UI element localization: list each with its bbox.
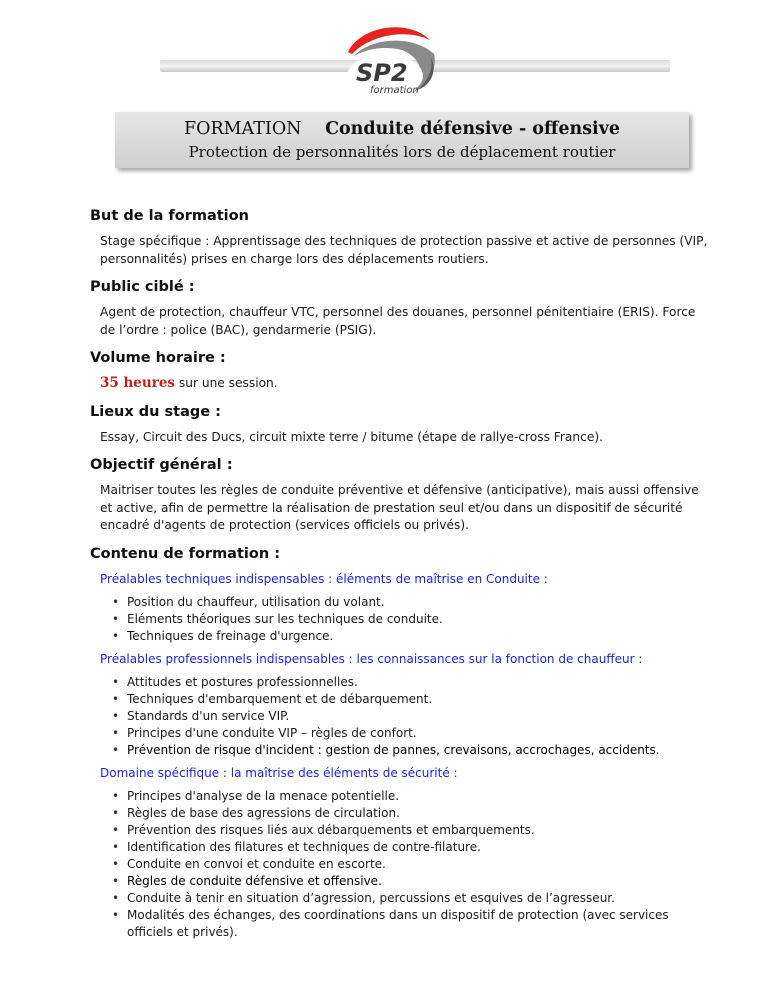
title-box [115,112,689,168]
list-item: • Position du chauffeur, utilisation du volant. [112,594,710,611]
section-text [100,375,710,393]
list-item: • Eléments théoriques sur les techniques de conduite. [112,611,710,628]
bullet-list [112,594,710,645]
list-item: • Techniques de freinage d'urgence. [112,628,710,645]
list-item: • Identification des filatures et techniques de contre-filature. [112,839,710,856]
section-but [90,206,710,268]
list-item: • Modalités des échanges, des coordinations dans un dispositif de protection (avec services officiels et privés). [112,907,710,941]
title-label: FORMATION [183,119,302,139]
section-text: Essay, Circuit des Ducs, circuit mixte terre / bitume (étape de rallye-cross France). [100,429,603,444]
group-heading: Préalables professionnels indispensables : les connaissances sur la fonction de chauffeur : [100,651,643,666]
section-text: Maitriser toutes les règles de conduite préventive et défensive (anticipative), mais aussi offensive et active, afin de permettre la réalisation de prestation seul et/ou dans un dispositif de sécurité encadré d'agents de protection (services officiels ou privés). [100,483,699,532]
list-item: • Principes d'une conduite VIP – règles de confort. [112,725,710,742]
group-heading: Préalables techniques indispensables : éléments de maîtrise en Conduite : [100,571,548,586]
section-title: Lieux du stage : [90,403,221,420]
bullet-list [112,674,710,759]
section-contenu [90,544,710,941]
section-volume [90,348,710,393]
logo-subtext: formation [370,85,419,96]
section-text: Agent de protection, chauffeur VTC, personnel des douanes, personnel pénitentiaire (ERIS). Force de l’ordre : police (BAC), gendarmerie (PSIG). [100,305,696,337]
page-header [0,0,768,110]
section-title: Objectif général : [90,457,233,473]
section-objectif [90,455,710,535]
logo-text: SP2 [356,59,408,87]
bullet-list [112,788,710,941]
document-body [90,206,710,947]
section-title: Public ciblé : [90,279,195,295]
section-title: Contenu de formation : [90,545,280,562]
section-text: Stage spécifique : Apprentissage des techniques de protection passive et active de personnes (VIP, personnalités) prises en charge lors des déplacements routiers. [100,234,708,266]
list-item: • Règles de base des agressions de circulation. [112,805,710,822]
section-title: But de la formation [90,208,249,224]
list-item: • Attitudes et postures professionnelles. [112,674,710,691]
section-lieux [90,402,710,447]
list-item: • Prévention de risque d'incident : gestion de pannes, crevaisons, accrochages, accidents. [112,742,710,759]
list-item: • Prévention des risques liés aux débarquements et embarquements. [112,822,710,839]
list-item: • Techniques d'embarquement et de débarquement. [112,691,710,708]
hours-text: sur une session. [175,376,278,390]
list-item: • Conduite en convoi et conduite en escorte. [112,856,710,873]
list-item: • Standards d'un service VIP. [112,708,710,725]
list-item: • Principes d'analyse de la menace potentielle. [112,788,710,805]
section-public [90,277,710,339]
list-item: • Conduite à tenir en situation d’agression, percussions et esquives de l’agresseur. [112,890,710,907]
list-item: • Règles de conduite défensive et offensive. [112,873,710,890]
title-main: Conduite défensive - offensive [325,119,621,139]
section-title: Volume horaire : [90,350,226,366]
group-heading: Domaine spécifique : la maîtrise des éléments de sécurité : [100,765,458,780]
title-line [115,119,689,139]
hours-highlight: 35 heures [100,375,176,391]
title-subtitle: Protection de personnalités lors de déplacement routier [188,143,616,161]
sp2-logo [330,20,440,105]
